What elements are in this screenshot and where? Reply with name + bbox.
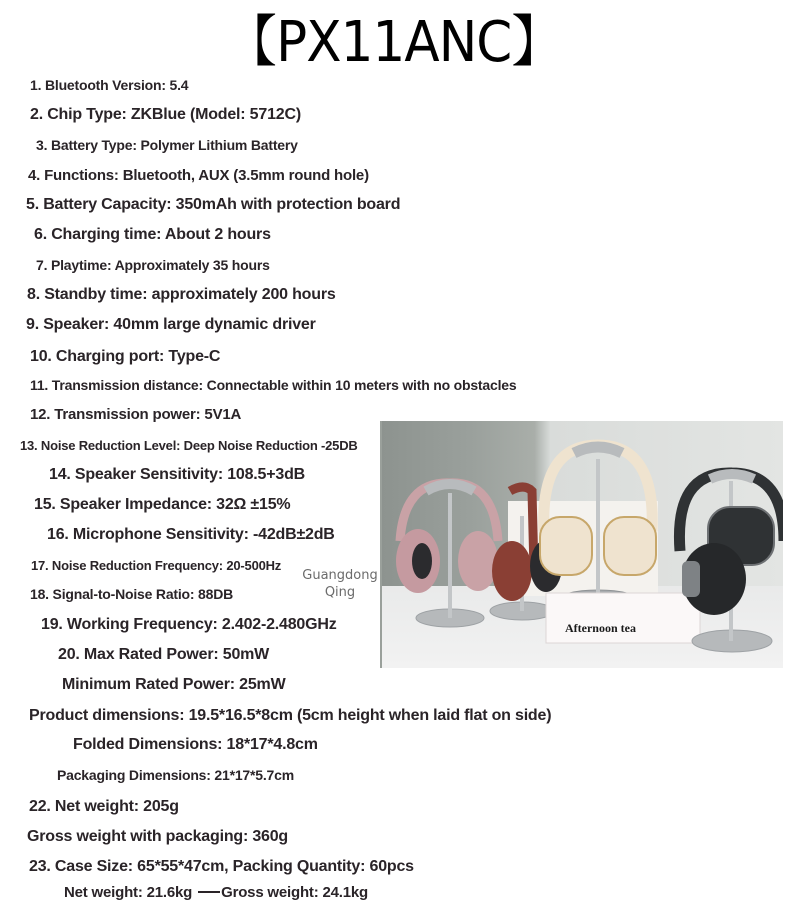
spec-net-weight: 22. Net weight: 205g — [29, 798, 179, 815]
spec-case-size: 23. Case Size: 65*55*47cm, Packing Quantity: 60pcs — [29, 858, 414, 875]
spec-playtime: 7. Playtime: Approximately 35 hours — [36, 257, 270, 273]
spec-speaker-sensitivity: 14. Speaker Sensitivity: 108.5+3dB — [49, 466, 306, 483]
spec-microphone-sensitivity: 16. Microphone Sensitivity: -42dB±2dB — [47, 526, 335, 543]
spec-charging-time: 6. Charging time: About 2 hours — [34, 226, 271, 243]
spec-product-dimensions: Product dimensions: 19.5*16.5*8cm (5cm height when laid flat on side) — [29, 707, 552, 724]
spec-transmission-distance: 11. Transmission distance: Connectable within 10 meters with no obstacles — [30, 377, 517, 393]
spec-gross-weight: Gross weight with packaging: 360g — [27, 828, 289, 845]
product-photo — [380, 421, 783, 668]
spec-speaker-impedance: 15. Speaker Impedance: 32Ω ±15% — [34, 496, 291, 513]
spec-noise-reduction-frequency: 17. Noise Reduction Frequency: 20-500Hz — [31, 558, 282, 573]
spec-standby-time: 8. Standby time: approximately 200 hours — [27, 286, 336, 303]
spec-functions: 4. Functions: Bluetooth, AUX (3.5mm round hole) — [28, 167, 369, 184]
spec-transmission-power: 12. Transmission power: 5V1A — [30, 406, 242, 423]
spec-packaging-dimensions: Packaging Dimensions: 21*17*5.7cm — [57, 767, 294, 783]
photo-watermark — [382, 508, 424, 562]
carton-weights — [64, 885, 368, 900]
watermark-line-2: Qing — [324, 585, 356, 600]
spec-folded-dimensions: Folded Dimensions: 18*17*4.8cm — [73, 736, 318, 753]
headphones-illustration — [382, 421, 783, 668]
spec-charging-port: 10. Charging port: Type-C — [30, 348, 221, 365]
watermark-line-1: Guangdong — [302, 568, 378, 583]
watermark-text — [300, 567, 380, 601]
spec-noise-reduction-level: 13. Noise Reduction Level: Deep Noise Reduction -25DB — [20, 438, 358, 453]
spec-chip-type: 2. Chip Type: ZKBlue (Model: 5712C) — [30, 106, 301, 123]
spec-signal-to-noise: 18. Signal-to-Noise Ratio: 88DB — [30, 586, 234, 602]
spec-battery-type: 3. Battery Type: Polymer Lithium Battery — [36, 137, 298, 153]
carton-net-weight: Net weight: 21.6kg — [64, 884, 193, 901]
product-title: 【PX11ANC】 — [225, 10, 562, 75]
spec-working-frequency: 19. Working Frequency: 2.402-2.480GHz — [41, 616, 337, 633]
connector-line — [198, 891, 220, 893]
carton-gross-weight: Gross weight: 24.1kg — [221, 884, 368, 901]
spec-max-rated-power: 20. Max Rated Power: 50mW — [58, 646, 270, 663]
spec-speaker: 9. Speaker: 40mm large dynamic driver — [26, 316, 316, 333]
spec-battery-capacity: 5. Battery Capacity: 350mAh with protection board — [26, 196, 401, 213]
book-label: Afternoon tea — [565, 621, 636, 635]
spec-min-rated-power: Minimum Rated Power: 25mW — [62, 676, 286, 693]
spec-bluetooth-version: 1. Bluetooth Version: 5.4 — [30, 77, 189, 93]
